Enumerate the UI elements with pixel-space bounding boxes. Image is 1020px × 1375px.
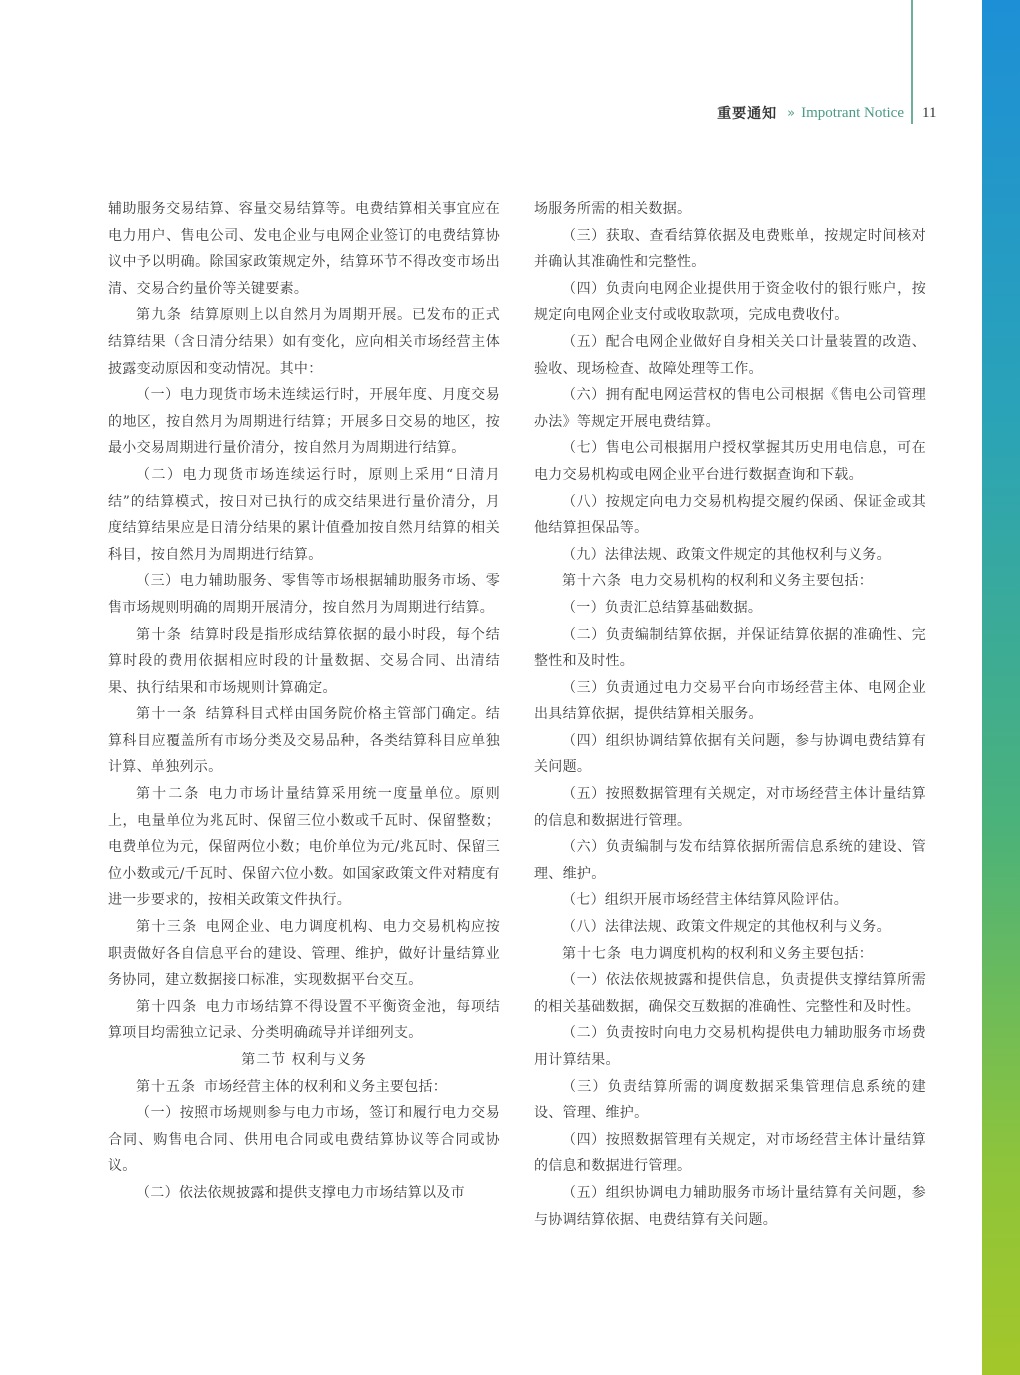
article-paragraph (108, 781, 500, 914)
clause-paragraph: （二）电力现货市场连续运行时，原则上采用“日清月结”的结算模式，按日对已执行的成交结果进行量价清分，月度结算结果应是日清分结果的累计值叠加按自然月结算的相关科目，按自然月为周期进行结算。 (108, 466, 500, 563)
article-label: 第十五条 (136, 1078, 196, 1095)
clause-paragraph: （一）电力现货市场未连续运行时，开展年度、月度交易的地区，按自然月为周期进行结算；开展多日交易的地区，按最小交易周期进行量价清分，按自然月为周期进行结算。 (108, 387, 500, 457)
section-heading: 第二节 权利与义务 (241, 1052, 367, 1068)
continued-paragraph: 辅助服务交易结算、容量交易结算等。电费结算相关事宜应在电力用户、售电公司、发电企业与电网企业签订的电费结算协议中予以明确。除国家政策规定外，结算环节不得改变市场出清、交易合约量价等关键要素。 (108, 201, 500, 297)
clause-paragraph: （七）售电公司根据用户授权掌握其历史用电信息，可在电力交易机构或电网企业平台进行数据查询和下载。 (534, 440, 926, 483)
clause-paragraph: （一）负责汇总结算基础数据。 (562, 599, 763, 616)
page-number: 11 (922, 104, 937, 121)
clause-paragraph: （五）组织协调电力辅助服务市场计量结算有关问题，参与协调结算依据、电费结算有关问题。 (534, 1184, 926, 1228)
article-label: 第十三条 (136, 919, 198, 936)
article-label: 第十七条 (562, 945, 622, 962)
clause-paragraph: （五）按照数据管理有关规定，对市场经营主体计量结算的信息和数据进行管理。 (534, 786, 926, 829)
article-label: 第九条 (136, 307, 183, 324)
article-label: 第十条 (136, 626, 183, 643)
right-column (534, 196, 926, 1233)
clause-paragraph: （四）负责向电网企业提供用于资金收付的银行账户，按规定向电网企业支付或收取款项，完成电费收付。 (534, 280, 926, 324)
article-paragraph (108, 994, 500, 1047)
clause-paragraph: （六）负责编制与发布结算依据所需信息系统的建设、管理、维护。 (534, 839, 926, 882)
article-paragraph (108, 914, 500, 994)
side-gradient-bar (982, 0, 1020, 1375)
clause-paragraph: （三）电力辅助服务、零售等市场根据辅助服务市场、零售市场规则明确的周期开展清分，按自然月为周期进行结算。 (108, 573, 500, 616)
article-paragraph (108, 622, 500, 702)
running-header (560, 102, 904, 124)
clause-paragraph: （三）获取、查看结算依据及电费账单，按规定时间核对并确认其准确性和完整性。 (534, 227, 926, 271)
article-text: 电力交易机构的权利和义务主要包括： (630, 573, 874, 590)
clause-paragraph: （八）法律法规、政策文件规定的其他权利与义务。 (562, 919, 891, 936)
header-title-en: Impotrant Notice (801, 104, 904, 121)
article-label: 第十二条 (136, 786, 201, 803)
article-text: 电网企业、电力调度机构、电力交易机构应按职责做好各自信息平台的建设、管理、维护，做好计量结算业务协同，建立数据接口标准，实现数据平台交互。 (108, 919, 501, 989)
clause-paragraph: （一）按照市场规则参与电力市场，签订和履行电力交易合同、购售电合同、供用电合同或电费结算协议等合同或协议。 (108, 1105, 500, 1175)
clause-paragraph: （九）法律法规、政策文件规定的其他权利与义务。 (562, 546, 891, 563)
clause-paragraph: （二）依法依规披露和提供支撑电力市场结算以及市 (136, 1184, 465, 1201)
article-text: 结算科目式样由国务院价格主管部门确定。结算科目应覆盖所有市场分类及交易品种，各类结算科目应单独计算、单独列示。 (108, 706, 501, 776)
clause-paragraph: （二）负责编制结算依据，并保证结算依据的准确性、完整性和及时性。 (534, 626, 926, 670)
clause-paragraph: （四）组织协调结算依据有关问题，参与协调电费结算有关问题。 (534, 732, 926, 776)
article-paragraph (108, 701, 500, 781)
article-text: 电力市场计量结算采用统一度量单位。原则上，电量单位为兆瓦时、保留三位小数或千瓦时、保留整数；电费单位为元，保留两位小数；电价单位为元/兆瓦时、保留三位小数或元/千瓦时、保留六位小数。如国家政策文件对精度有进一步要求的，按相关政策文件执行。 (108, 786, 500, 909)
continued-paragraph: 场服务所需的相关数据。 (534, 201, 692, 217)
clause-paragraph: （四）按照数据管理有关规定，对市场经营主体计量结算的信息和数据进行管理。 (534, 1131, 926, 1175)
header-title-cn: 重要通知 (717, 106, 778, 122)
clause-paragraph: （六）拥有配电网运营权的售电公司根据《售电公司管理办法》等规定开展电费结算。 (534, 387, 926, 430)
clause-paragraph: （二）负责按时向电力交易机构提供电力辅助服务市场费用计算结果。 (534, 1025, 926, 1068)
article-paragraph (534, 568, 926, 595)
article-text: 市场经营主体的权利和义务主要包括： (204, 1078, 448, 1095)
clause-paragraph: （三）负责结算所需的调度数据采集管理信息系统的建设、管理、维护。 (534, 1078, 926, 1122)
article-label: 第十一条 (136, 706, 198, 723)
article-label: 第十六条 (562, 573, 622, 590)
article-text: 结算时段是指形成结算依据的最小时段，每个结算时段的费用依据相应时段的计量数据、交易合同、出清结果、执行结果和市场规则计算确定。 (108, 626, 500, 696)
article-label: 第十四条 (136, 998, 198, 1015)
clause-paragraph: （三）负责通过电力交易平台向市场经营主体、电网企业出具结算依据，提供结算相关服务。 (534, 679, 926, 723)
clause-paragraph: （五）配合电网企业做好自身相关关口计量装置的改造、验收、现场检查、故障处理等工作。 (534, 333, 926, 377)
article-paragraph (108, 302, 500, 382)
article-text: 电力市场结算不得设置不平衡资金池，每项结算项目均需独立记录、分类明确疏导并详细列支。 (108, 998, 501, 1042)
article-text: 电力调度机构的权利和义务主要包括： (630, 945, 874, 962)
clause-paragraph: （八）按规定向电力交易机构提交履约保函、保证金或其他结算担保品等。 (534, 493, 926, 537)
double-chevron-icon: » (787, 105, 796, 121)
header-divider (911, 0, 913, 124)
left-column (108, 196, 500, 1207)
clause-paragraph: （七）组织开展市场经营主体结算风险评估。 (562, 892, 848, 909)
article-paragraph (108, 1074, 500, 1101)
article-paragraph (534, 941, 926, 968)
clause-paragraph: （一）依法依规披露和提供信息，负责提供支撑结算所需的相关基础数据，确保交互数据的准确性、完整性和及时性。 (534, 972, 926, 1015)
article-text: 结算原则上以自然月为周期开展。已发布的正式结算结果（含日清分结果）如有变化，应向相关市场经营主体披露变动原因和变动情况。其中： (108, 307, 500, 377)
